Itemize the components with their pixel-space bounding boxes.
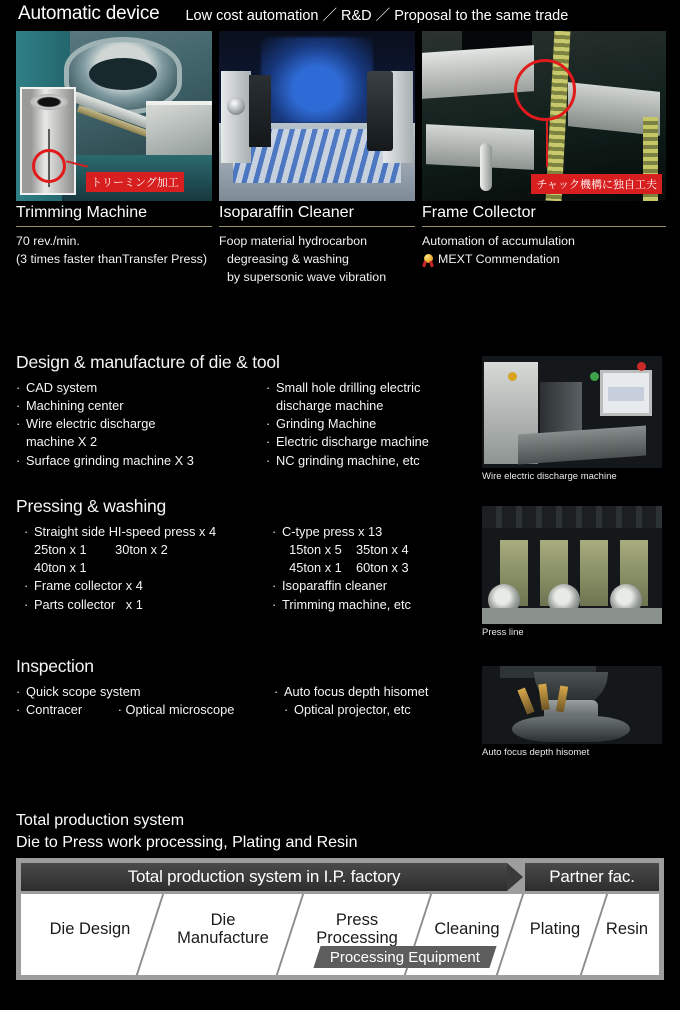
red-circle-annotation [514,59,576,121]
divider [219,226,415,227]
section-design-manufacture [16,352,429,470]
spec-item: · Electric discharge machine [266,434,429,450]
spec-item: 25ton x 1 30ton x 2 [34,542,168,558]
section-heading: Inspection [16,656,94,676]
spec-item: · Grinding Machine [266,416,377,432]
machine-name: Frame Collector [422,204,536,221]
callout-leader-line [546,119,548,167]
total-production-title-line1: Total production system [16,812,185,829]
flow-step-label: Resin [605,919,649,938]
spec-item: · Small hole drilling electric [266,380,421,395]
isoparaffin-cleaner-photo [219,31,415,201]
machine-card-isoparaffin [219,31,415,289]
section-pressing-washing [16,496,411,614]
spec-item: · Quick scope system [16,684,141,699]
photo-decor [227,97,245,115]
medal-icon [422,254,434,266]
machine-note: (3 times faster thanTransfer Press) [16,251,207,266]
spec-item: · CAD system [16,380,98,395]
spec-item: · Optical projector, etc [284,702,411,718]
flow-step-resin[interactable] [597,894,657,975]
thumbnail-wire-edm [482,356,662,482]
machine-note: MEXT Commendation [438,251,560,266]
flow-step-label: Plating [529,919,581,938]
machine-caption [16,201,212,269]
process-flow [21,894,659,975]
thumbnail-image [482,506,662,624]
section-heading: Pressing & washing [16,496,167,516]
machine-caption [422,201,666,269]
section-column-right [272,523,411,614]
spec-item: machine X 2 [26,434,98,450]
spec-item: · Parts collector x 1 [24,596,143,612]
page-subtitle: Low cost automation ／ R&D ／ Proposal to the same trade [185,7,569,24]
flow-step-label: Die Manufacture [177,911,269,947]
machine-caption [219,201,415,287]
photo-decor [637,362,646,371]
flow-step-die-design[interactable] [27,894,153,975]
spec-item: 45ton x 1 60ton x 3 [282,560,409,576]
spec-item: · Contracer · Optical microscope [16,702,235,718]
photo-decor [367,71,393,151]
total-production-title [16,810,358,853]
photo-decor [482,608,662,624]
thumbnail-press-line [482,506,662,638]
page-header [0,0,680,28]
section-column-left [16,379,266,470]
spec-item: · Isoparaffin cleaner [272,578,388,594]
machine-notes [16,233,212,269]
bar-in-house-label: Total production system in I.P. factory [127,867,401,886]
machine-note: Automation of accumulation [422,234,575,248]
photo-callout-label: チャック機構に独自工夫 [531,174,662,194]
section-inspection [16,656,428,719]
thumbnail-image [482,666,662,744]
photo-decor [249,75,271,147]
diagram-header-bar [21,863,659,891]
spec-item: · Trimming machine, etc [272,596,411,612]
spec-item: · NC grinding machine, etc [266,452,420,468]
frame-collector-photo [422,31,666,201]
spec-item: discharge machine [276,398,384,414]
photo-decor [517,687,534,714]
page-title: Automatic device [18,3,160,24]
photo-decor [590,372,599,381]
photo-decor [508,372,517,381]
photo-decor [512,716,630,742]
photo-callout-label: トリーミング加工 [86,172,184,192]
machine-notes [219,233,415,287]
spec-item: · Straight side HI-speed press x 4 [24,524,217,539]
section-column-right [266,379,429,470]
thumbnail-caption: Wire electric discharge machine [482,471,617,482]
spec-item: · C-type press x 13 [272,524,383,539]
divider [422,226,666,227]
spec-item: · Frame collector x 4 [24,578,143,594]
spec-item: 15ton x 5 35ton x 4 [282,542,409,558]
photo-decor [480,143,492,191]
divider [16,226,212,227]
bar-in-house [21,863,507,891]
spec-item: 40ton x 1 [34,560,87,576]
photo-decor [482,506,662,528]
thumbnail-hisomet [482,666,662,758]
machine-notes [422,233,666,269]
machine-note: by supersonic wave vibration [227,269,387,284]
flow-step-label: Press Processing [316,911,398,947]
bar-partner-label: Partner fac. [549,867,635,886]
machine-note: Foop material hydrocarbon [219,234,368,248]
section-column-right [274,683,428,719]
thumbnail-image [482,356,662,468]
machine-card-trimming [16,31,212,289]
thumbnail-caption: Auto focus depth hisomet [482,747,590,758]
machine-card-row [16,31,666,289]
machine-name: Trimming Machine [16,204,147,221]
section-column-left [16,523,272,614]
thumbnail-caption: Press line [482,627,524,638]
trimming-machine-photo [16,31,212,201]
total-production-title-line2: Die to Press work processing, Plating and Resin [16,833,358,851]
photo-decor [261,37,373,123]
machine-note: 70 rev./min. [16,234,80,248]
flow-step-label: Cleaning [434,919,500,938]
photo-decor [221,71,251,163]
total-production-diagram [16,858,664,980]
spec-item: · Surface grinding machine X 3 [16,452,194,468]
photo-decor [600,370,652,416]
medal-note-row [422,251,666,269]
spec-item: · Wire electric discharge [16,416,156,432]
flow-step-die-manufacture[interactable] [155,894,291,975]
machine-name: Isoparaffin Cleaner [219,204,354,221]
spec-item: · Auto focus depth hisomet [274,684,429,699]
machine-card-frame-collector [422,31,666,289]
photo-decor [580,540,608,606]
processing-equipment-band [313,946,496,968]
machine-note: degreasing & washing [227,251,349,266]
red-circle-annotation [32,149,66,183]
flow-step-label: Die Design [49,919,131,938]
section-heading: Design & manufacture of die & tool [16,352,280,372]
spec-item: · Machining center [16,398,124,414]
section-column-left [16,683,274,719]
photo-decor [146,101,212,161]
processing-equipment-label: Processing Equipment [329,948,481,966]
bar-partner [525,863,659,891]
